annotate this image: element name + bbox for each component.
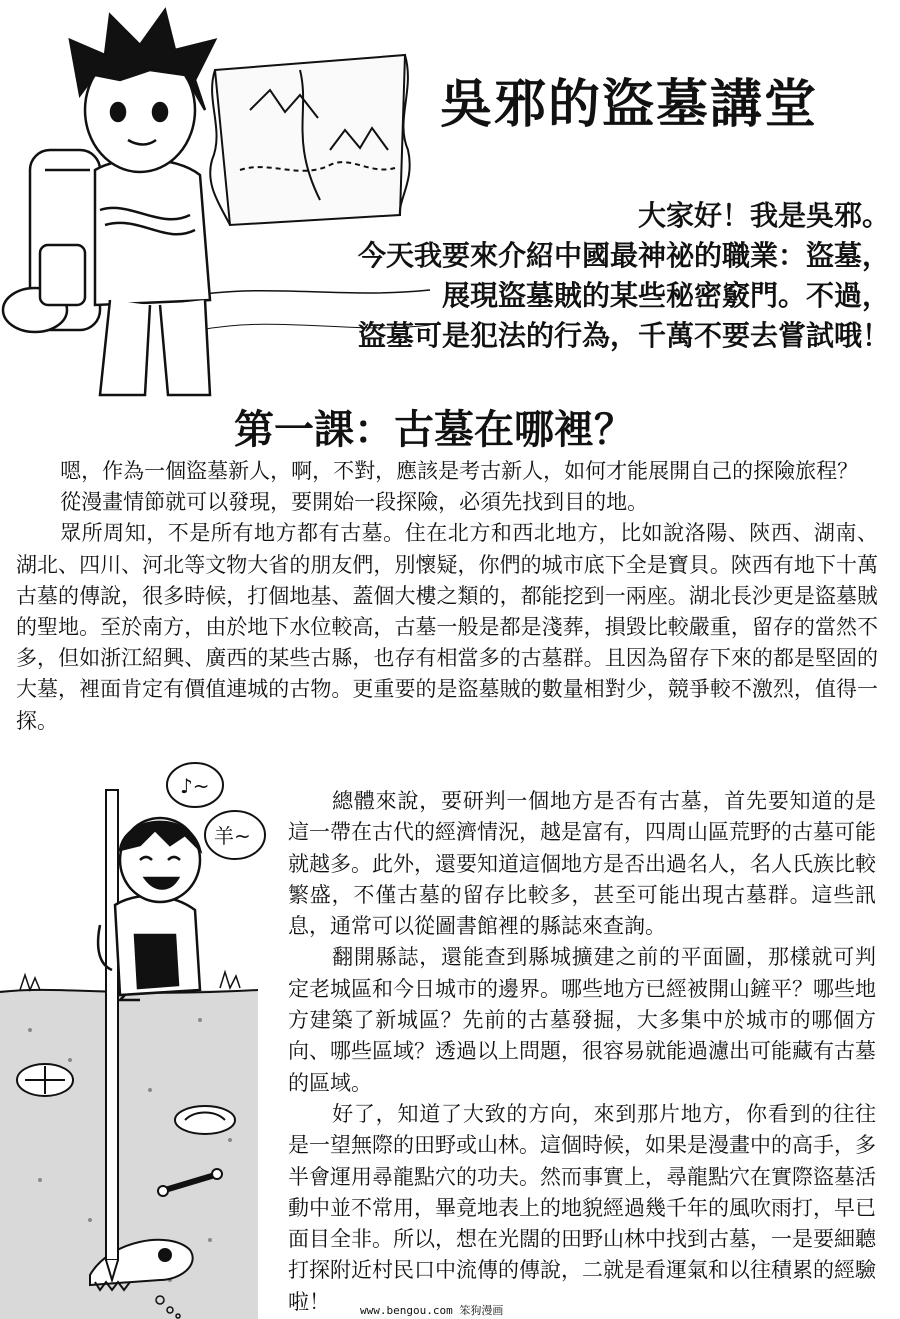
backpack	[3, 150, 100, 332]
intro-line: 展現盜墓賊的某些秘密竅門。不過，	[441, 279, 890, 312]
section-2-body	[288, 786, 876, 1318]
lesson-heading: 第一課：古墓在哪裡？	[234, 407, 634, 453]
buried-artifact	[175, 1106, 235, 1134]
probe-rod	[106, 790, 118, 1280]
music-bubble-text: ♪~	[180, 774, 210, 798]
page-title: 吳邪的盜墓講堂	[440, 75, 819, 135]
paragraph: 從漫畫情節就可以發現，要開始一段探險，必須先找到目的地。	[60, 490, 649, 515]
wu-xie-head	[70, 10, 215, 172]
paragraph: 總體來說，要研判一個地方是否有古墓，首先要知道的是這一帶在古代的經濟情況，越是富有，四周山區荒野的古墓可能就越多。此外，還要知道這個地方是否出過名人，名人氏族比較繁盛，不僅古墓的留存比較多，甚至可能出現古墓群。這些訊息，通常可以從圖書館裡的縣誌來查詢。	[288, 789, 876, 939]
footer-watermark: www.bengou.com 笨狗漫画	[360, 1304, 504, 1317]
wu-xie-figure	[95, 159, 210, 395]
digger-illustration	[0, 760, 280, 1319]
intro-line: 盜墓可是犯法的行為，千萬不要去嘗試哦！	[357, 319, 890, 352]
intro-text	[300, 196, 890, 356]
section-1-body	[16, 456, 878, 737]
intro-line: 大家好！我是吳邪。	[637, 199, 890, 232]
paragraph: 翻開縣誌，還能查到縣城擴建之前的平面圖，那樣就可判定老城區和今日城市的邊界。哪些地方已經被開山鏟平？哪些地方建築了新城區？先前的古墓發掘，大多集中於城市的哪個方向、哪些區域？透過以上問題，很容易就能過濾出可能藏有古墓的區域。	[288, 945, 876, 1095]
hum-bubble-text: 羊~	[214, 824, 251, 848]
turtle-shell	[17, 1064, 73, 1096]
paragraph: 嗯，作為一個盜墓新人，啊，不對，應該是考古新人，如何才能展開自己的探險旅程？	[60, 459, 859, 483]
paragraph: 好了，知道了大致的方向，來到那片地方，你看到的往往是一望無際的田野或山林。這個時候，如果是漫畫中的高手，多半會運用尋龍點穴的功夫。然而事實上，尋龍點穴在實際盜墓活動中並不常用，畢竟地表上的地貌經過幾千年的風吹雨打，早已面目全非。所以，想在光闊的田野山林中找到古墓，一是要細聽打探附近村民口中流傳的傳說，二就是看運氣和以往積累的經驗啦！	[288, 1101, 876, 1314]
intro-line: 今天我要來介紹中國最神祕的職業：盜墓，	[357, 239, 890, 272]
paragraph: 眾所周知，不是所有地方都有古墓。住在北方和西北地方，比如說洛陽、陝西、湖南、湖北、四川、河北等文物大省的朋友們，別懷疑，你們的城市底下全是寶貝。陝西有地下十萬古墓的傳說，很多時候，打個地基、蓋個大樓之類的，都能挖到一兩座。湖北長沙更是盜墓賊的聖地。至於南方，由於地下水位較高，古墓一般是都是淺葬，損毀比較嚴重，留存的當然不多，但如浙江紹興、廣西的某些古縣，也存有相當多的古墓群。且因為留存下來的都是堅固的大墓，裡面肯定有價值連城的古物。更重要的是盜墓賊的數量相對少，競爭較不激烈，值得一探。	[16, 521, 878, 733]
